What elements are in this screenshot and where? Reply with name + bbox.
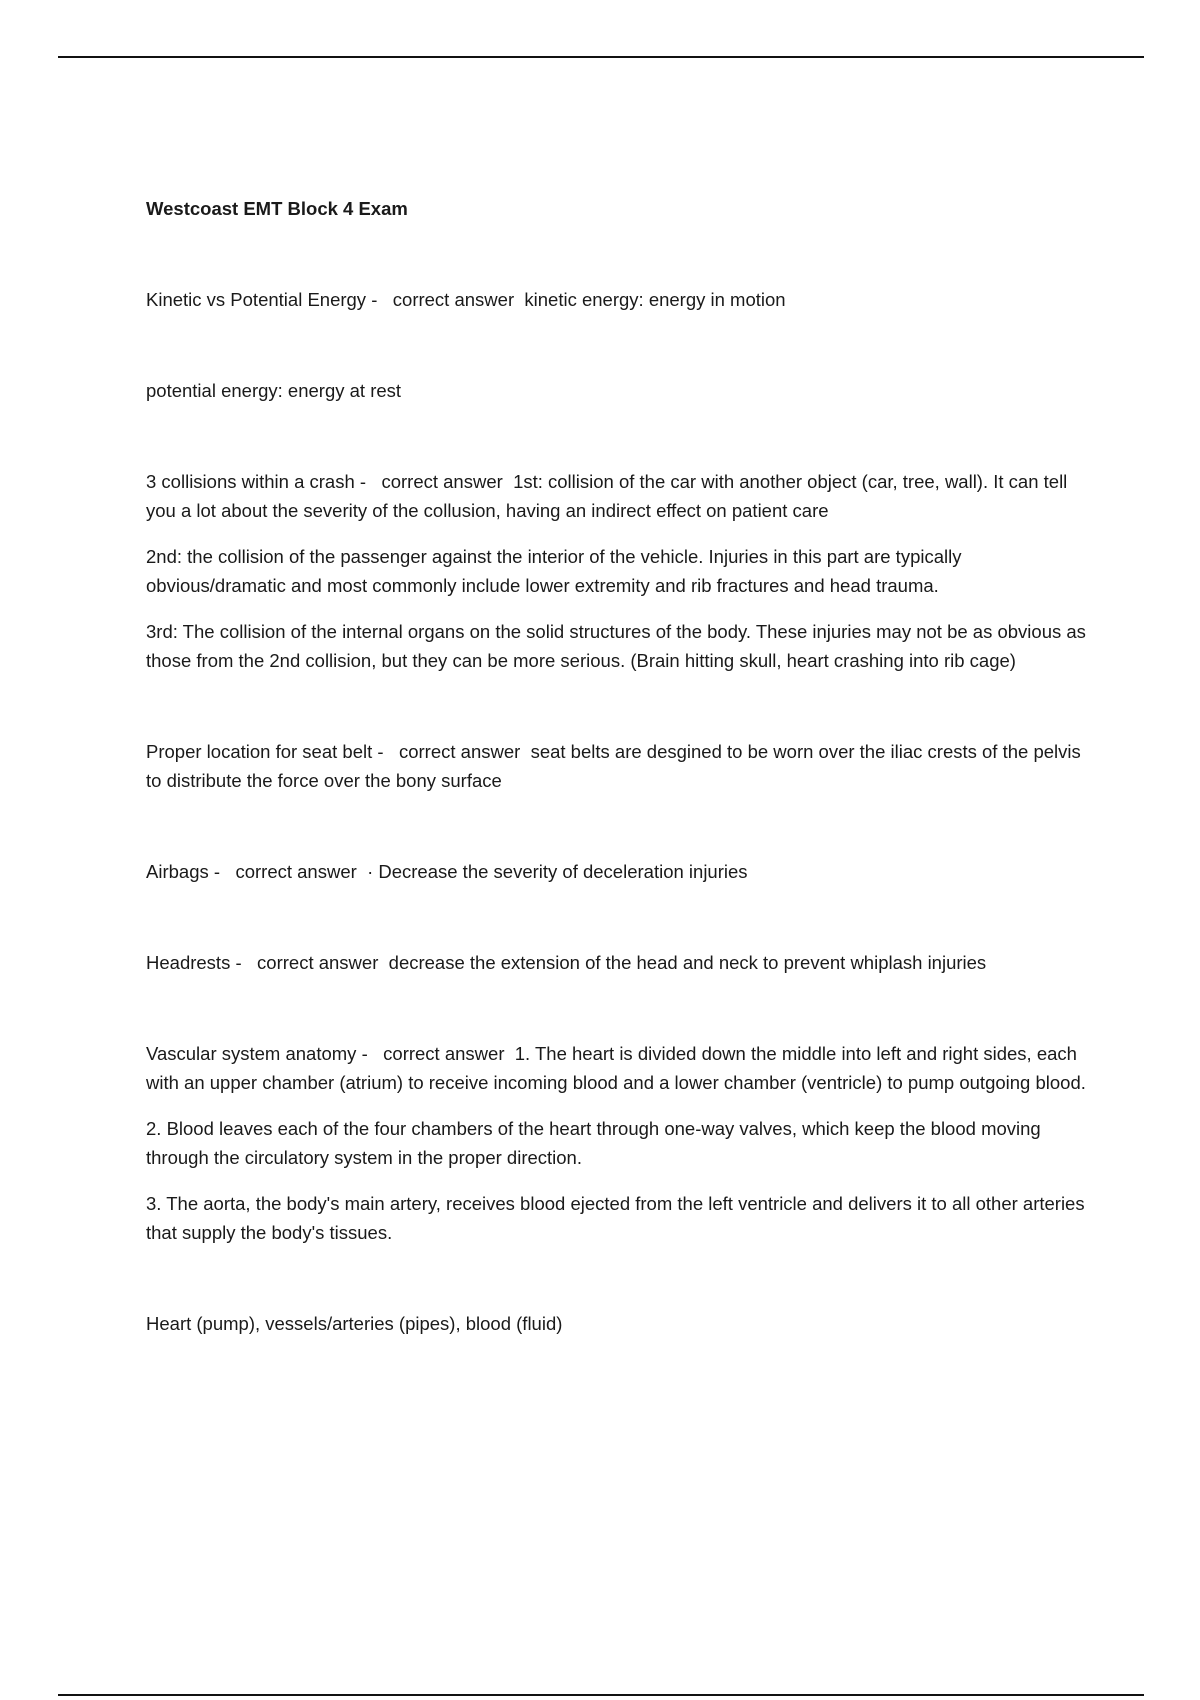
answer-text: · Decrease the severity of deceleration injuries — [367, 861, 748, 882]
answer-text: kinetic energy: energy in motion — [524, 289, 786, 310]
answer-paragraph: 2nd: the collision of the passenger against the interior of the vehicle. Injuries in this part are typically obvious/dramatic and most commonly include lower extremity and rib fractures and head trauma. — [146, 546, 962, 596]
answer-separator: - correct answer — [366, 289, 525, 310]
qa-item — [146, 467, 1090, 675]
question-text: Airbags — [146, 861, 209, 882]
question-text: Kinetic vs Potential Energy — [146, 289, 367, 310]
qa-first-paragraph — [146, 1039, 1090, 1097]
answer-paragraph: 2. Blood leaves each of the four chambers of the heart through one-way valves, which keep the blood moving through the circulatory system in the proper direction. — [146, 1118, 1041, 1168]
qa-item — [146, 948, 1090, 977]
answer-paragraph: 3rd: The collision of the internal organs on the solid structures of the body. These injuries may not be as obvious as those from the 2nd collision, but they can be more serious. (Brain hitting skull, heart crashing into rib cage) — [146, 621, 1086, 671]
answer-paragraph: Heart (pump), vessels/arteries (pipes), blood (fluid) — [146, 1313, 563, 1334]
answer-text: decrease the extension of the head and neck to prevent whiplash injuries — [388, 952, 987, 973]
answer-text: 1st: collision of the car with another object (car, tree, wall). It can tell you a lot about the severity of the collusion, having an indirect effect on patient care — [146, 471, 1068, 521]
qa-first-paragraph — [146, 737, 1090, 795]
answer-text: seat belts are desgined to be worn over the iliac crests of the pelvis to distribute the force over the bony surface — [146, 741, 1081, 791]
answer-separator: - correct answer — [208, 861, 368, 882]
qa-item — [146, 285, 1090, 314]
document-title: Westcoast EMT Block 4 Exam — [146, 198, 408, 219]
qa-first-paragraph — [146, 948, 1090, 977]
question-text: Vascular system anatomy — [146, 1043, 357, 1064]
qa-first-paragraph — [146, 857, 1090, 886]
answer-text: 1. The heart is divided down the middle into left and right sides, each with an upper chamber (atrium) to receive incoming blood and a lower chamber (ventricle) to pump outgoing blood. — [146, 1043, 1086, 1093]
qa-item — [146, 737, 1090, 795]
question-text: 3 collisions within a crash — [146, 471, 355, 492]
qa-item — [146, 1039, 1090, 1247]
qa-first-paragraph — [146, 467, 1090, 525]
answer-paragraph: 3. The aorta, the body's main artery, receives blood ejected from the left ventricle and delivers it to all other arteries that supply the body's tissues. — [146, 1193, 1085, 1243]
answer-separator: - correct answer — [354, 471, 514, 492]
qa-item — [146, 376, 1090, 405]
qa-item — [146, 857, 1090, 886]
question-text: Proper location for seat belt — [146, 741, 373, 762]
footer-rule — [58, 1694, 1144, 1696]
document-body — [146, 194, 1090, 1400]
header-rule — [58, 56, 1144, 58]
qa-item — [146, 1309, 1090, 1338]
question-text: Headrests — [146, 952, 231, 973]
qa-first-paragraph — [146, 285, 1090, 314]
answer-separator: - correct answer — [356, 1043, 515, 1064]
answer-paragraph: potential energy: energy at rest — [146, 380, 402, 401]
answer-separator: - correct answer — [372, 741, 531, 762]
answer-separator: - correct answer — [230, 952, 389, 973]
